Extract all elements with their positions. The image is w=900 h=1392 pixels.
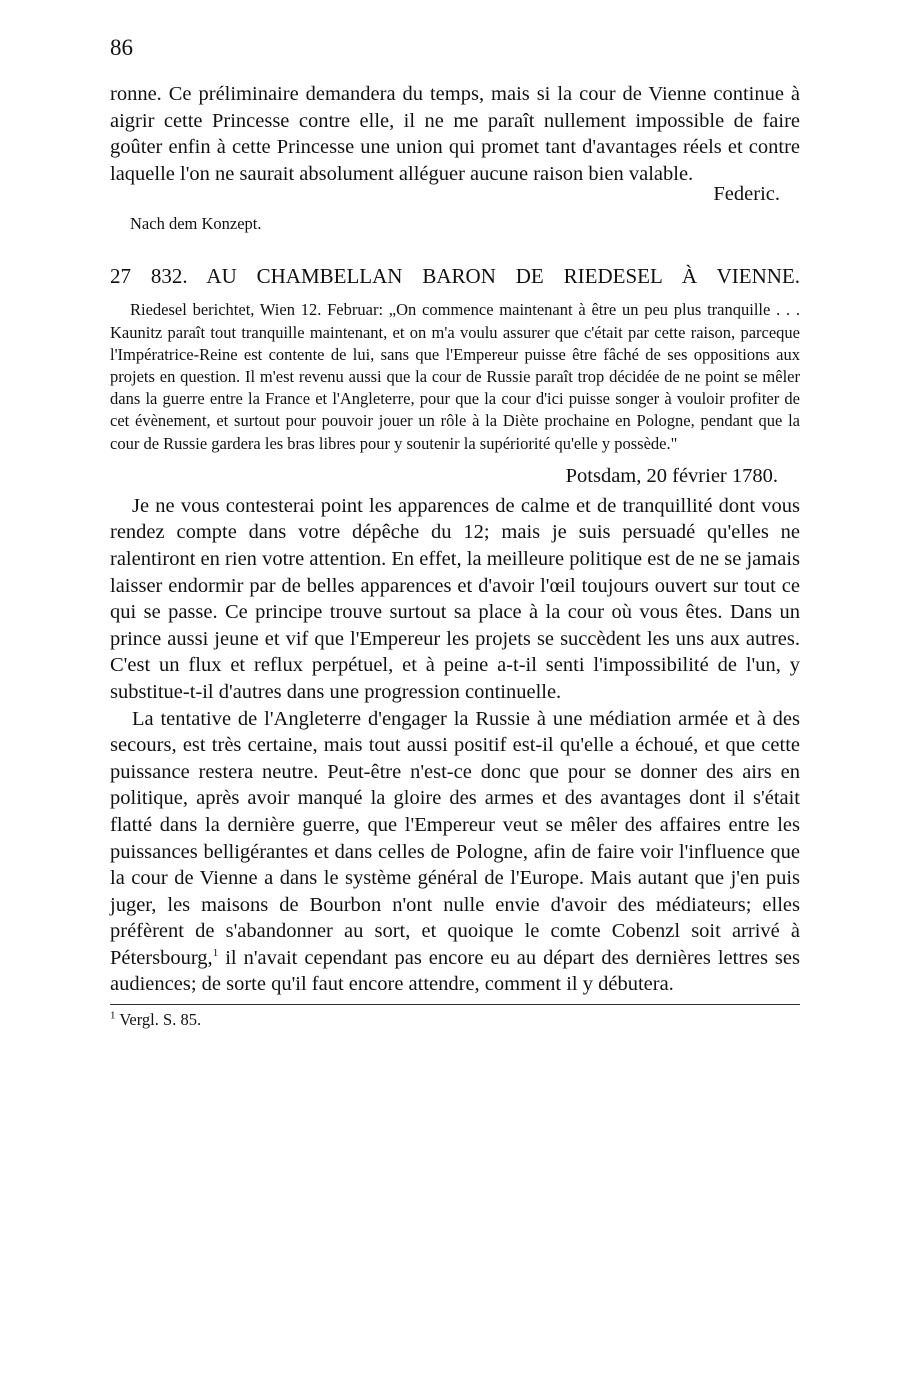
letter-paragraph-1: Je ne vous contesterai point les apparences de calme et de tranquillité dont vous rendez compte dans votre dépêche du 12; mais je suis persuadé qu'elles ne ralentiront en rien votre attention. En effet, la meilleure politique est de ne se jamais laisser endormir par de belles apparences et d'avoir l'œil toujours ouvert sur tout ce qui se passe. Ce principe trouve surtout sa place à la cour où vous êtes. Dans un prince aussi jeune et vif que l'Empereur les projets se succèdent les uns aux autres. C'est un flux et reflux perpétuel, et à peine a-t-il senti l'impossibilité de l'un, y substitue-t-il d'autres dans une progression continuelle. <box>110 494 800 703</box>
report-summary: Riedesel berichtet, Wien 12. Februar: „On commence maintenant à être un peu plus tranquille . . . Kaunitz paraît tout tranquille maintenant, et on m'a voulu assurer que c'était par cette raison, parceque l'Impératrice-Reine est contente de lui, sans que l'Empereur puisse être fâché de ses oppositions aux projets en question. Il m'est revenu aussi que la cour de Russie paraît trop décidée de ne point se mêler dans la guerre entre la France et l'Angleterre, pour que la cour d'ici puisse songer à vouloir profiter de cet évènement, et surtout pour pouvoir jouer un rôle à la Diète prochaine en Pologne, pendant que la cour de Russie gardera les bras libres pour y soutenir la supériorité qu'elle y possède." <box>110 300 800 453</box>
document-page <box>110 36 800 1031</box>
letter-paragraph-2-part1: La tentative de l'Angleterre d'engager la Russie à une médiation armée et à des secours, est très certaine, mais tout aussi positif est-il qu'elle a échoué, et que cette puissance restera neutre. Peut-être n'est-ce donc que pour se donner des airs en politique, après avoir manqué la gloire des armes et des avantages dont il s'était flatté dans la dernière guerre, que l'Empereur veut se mêler des affaires entre les puissances belligérantes et dans celles de Pologne, afin de faire voir l'influence que la cour de Vienne a dans le système général de l'Europe. Mais autant que j'en puis juger, les maisons de Bourbon n'ont nulle envie d'avoir des médiateurs; elles préfèrent de s'abandonner au sort, et quoique le comte Cobenzl soit arrivé à Pétersbourg, <box>110 707 800 969</box>
dateline: Potsdam, 20 février 1780. <box>565 464 778 487</box>
footnote-reference: 1 <box>212 947 219 960</box>
letter-number: 27 832. <box>110 264 188 289</box>
footnote-marker: 1 <box>110 1009 116 1022</box>
letter-paragraph-2 <box>110 706 800 999</box>
signature: Federic. <box>713 183 780 206</box>
source-note: Nach dem Konzept. <box>130 214 262 234</box>
footnote <box>110 1009 800 1031</box>
footnote-divider <box>110 1004 800 1005</box>
letter-title: AU CHAMBELLAN BARON DE RIEDESEL À VIENNE. <box>206 264 801 289</box>
footnote-text: Vergl. S. 85. <box>119 1010 202 1030</box>
top-paragraph: ronne. Ce préliminaire demandera du temps, mais si la cour de Vienne continue à aigrir cette Princesse contre elle, il ne me paraît nullement impossible de faire goûter enfin à cette Princesse une union qui promet tant d'avantages réels et contre laquelle l'on ne saurait absolument alléguer aucune raison bien valable. <box>110 83 800 185</box>
page-number: 86 <box>110 35 133 60</box>
letter-heading <box>110 263 800 289</box>
letter-paragraph-2-part2: il n'avait cependant pas encore eu au départ des dernières lettres ses audiences; de sorte qu'il faut encore attendre, comment il y débutera. <box>110 946 800 996</box>
